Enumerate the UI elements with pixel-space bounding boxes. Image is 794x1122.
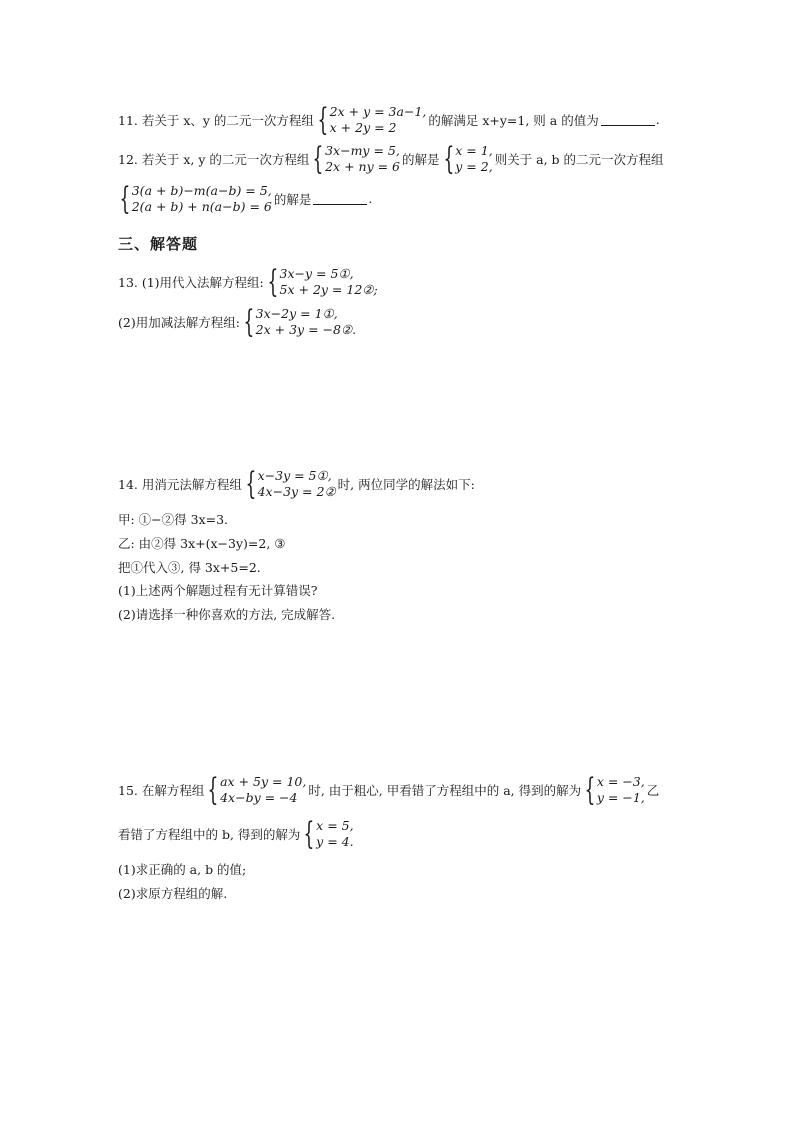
question-11 bbox=[118, 101, 660, 138]
q12-eq2: 2x + ny = 6 bbox=[325, 158, 401, 174]
q12-eq4: 2(a + b) + n(a−b) = 6 bbox=[131, 198, 272, 214]
q12-prefix: 12. 若关于 x, y 的二元一次方程组 bbox=[118, 151, 310, 167]
q15-tail: 乙 bbox=[646, 782, 660, 798]
q11-suffix: 的解满足 x+y=1, 则 a 的值为 bbox=[428, 112, 599, 128]
q12-end: . bbox=[368, 191, 373, 206]
q15-ask-1: (1)求正确的 a, b 的值; bbox=[118, 862, 247, 877]
q12-system-2 bbox=[118, 180, 272, 217]
left-brace-icon: { bbox=[267, 263, 279, 300]
q12-mid: 的解是 bbox=[402, 151, 440, 167]
left-brace-icon: { bbox=[245, 465, 257, 502]
left-brace-icon: { bbox=[303, 815, 315, 852]
q14-ask-2: (2)请选择一种你喜欢的方法, 完成解答. bbox=[118, 607, 336, 622]
q12-solution bbox=[442, 140, 493, 177]
q12-sol1: x = 1, bbox=[455, 143, 493, 158]
q15-sol1: x = −3, bbox=[596, 774, 645, 789]
answer-blank[interactable] bbox=[313, 192, 367, 205]
question-12 bbox=[118, 140, 664, 177]
section-title: 三、解答题 bbox=[118, 235, 199, 253]
q14-eq1: x−3y = 5①, bbox=[257, 468, 332, 483]
q14-eq2: 4x−3y = 2② bbox=[257, 483, 336, 499]
question-15-line2 bbox=[118, 815, 356, 852]
q12-suffix: 则关于 a, b 的二元一次方程组 bbox=[494, 151, 664, 167]
q12-system bbox=[311, 140, 401, 177]
left-brace-icon: { bbox=[442, 140, 454, 177]
q11-prefix: 11. 若关于 x、y 的二元一次方程组 bbox=[118, 112, 314, 128]
q13-system-1 bbox=[266, 263, 378, 300]
q11-eq2: x + 2y = 2 bbox=[329, 119, 397, 135]
q14-suffix: 时, 两位同学的解法如下: bbox=[337, 476, 475, 492]
q13-eq4: 2x + 3y = −8②. bbox=[255, 321, 357, 337]
q13-eq3: 3x−2y = 1①, bbox=[255, 306, 338, 321]
q15-mid: 时, 由于粗心, 甲看错了方程组中的 a, 得到的解为 bbox=[308, 782, 582, 798]
q15-eq2: 4x−by = −4 bbox=[220, 789, 298, 805]
q15-solution-yi bbox=[302, 815, 354, 852]
q13-part2-prefix: (2)用加减法解方程组: bbox=[118, 314, 240, 330]
q14-line-substitute: 把①代入③, 得 3x+5=2. bbox=[118, 560, 261, 575]
question-15 bbox=[118, 771, 660, 808]
q12-eq3: 3(a + b)−m(a−b) = 5, bbox=[131, 183, 272, 198]
q15-system bbox=[206, 771, 307, 808]
question-13-part2 bbox=[118, 303, 358, 340]
question-14 bbox=[118, 465, 475, 502]
q15-sol2: y = −1, bbox=[596, 789, 645, 805]
q15-prefix: 15. 在解方程组 bbox=[118, 782, 205, 798]
q12-eq1: 3x−my = 5, bbox=[325, 143, 400, 158]
q14-line-yi: 乙: 由②得 3x+(x−3y)=2, ③ bbox=[118, 536, 286, 551]
question-12-line2 bbox=[116, 180, 373, 217]
q13-eq2: 5x + 2y = 12②; bbox=[279, 281, 378, 297]
q14-line-jia: 甲: ①−②得 3x=3. bbox=[118, 512, 229, 527]
left-brace-icon: { bbox=[243, 303, 255, 340]
q11-end: . bbox=[655, 112, 660, 127]
q13-part1-prefix: 13. (1)用代入法解方程组: bbox=[118, 274, 264, 290]
left-brace-icon: { bbox=[207, 771, 219, 808]
left-brace-icon: { bbox=[317, 101, 329, 138]
q12-suffix2: 的解是 bbox=[273, 191, 312, 207]
q11-eq1: 2x + y = 3a−1, bbox=[329, 104, 427, 119]
left-brace-icon: { bbox=[584, 771, 596, 808]
q15-eq1: ax + 5y = 10, bbox=[220, 774, 307, 789]
question-13-part1 bbox=[118, 263, 380, 300]
q14-prefix: 14. 用消元法解方程组 bbox=[118, 476, 242, 492]
q15-sol4: y = 4. bbox=[316, 833, 354, 849]
q15-sol3: x = 5, bbox=[316, 818, 354, 833]
left-brace-icon: { bbox=[119, 180, 131, 217]
q14-system bbox=[244, 465, 336, 502]
q13-eq1: 3x−y = 5①, bbox=[279, 266, 354, 281]
q13-system-2 bbox=[242, 303, 357, 340]
answer-blank[interactable] bbox=[601, 113, 655, 126]
q15-line2-prefix: 看错了方程组中的 b, 得到的解为 bbox=[118, 826, 301, 842]
q15-ask-2: (2)求原方程组的解. bbox=[118, 886, 228, 901]
q14-ask-1: (1)上述两个解题过程有无计算错误? bbox=[118, 583, 318, 598]
q15-solution-jia bbox=[583, 771, 645, 808]
q11-system bbox=[316, 101, 427, 138]
left-brace-icon: { bbox=[312, 140, 324, 177]
q12-sol2: y = 2, bbox=[455, 158, 493, 174]
